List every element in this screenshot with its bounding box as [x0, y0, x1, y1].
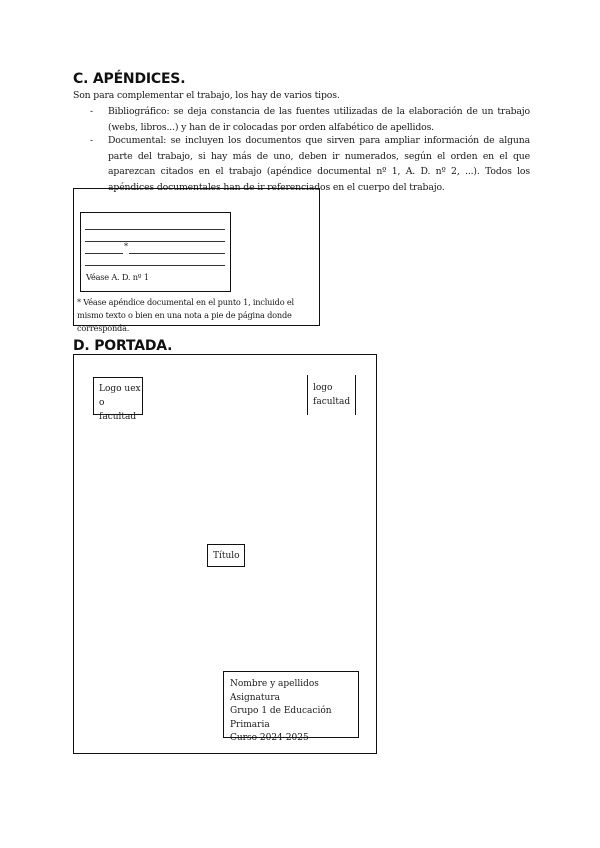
cover-page-frame — [73, 354, 377, 754]
logo-right-box — [307, 375, 356, 415]
section-c-intro: Son para complementar el trabajo, los hay de varios tipos. — [73, 90, 340, 101]
section-d-heading: D. PORTADA. — [73, 338, 173, 354]
text-line — [85, 253, 123, 254]
reference-asterisk: * — [124, 241, 128, 251]
text-line — [85, 229, 225, 230]
student-info-box — [223, 671, 359, 743]
section-c-heading: C. APÉNDICES. — [73, 71, 186, 87]
bullet-bibliografico — [90, 104, 530, 135]
inner-caption: Véase A. D. nº 1 — [86, 272, 149, 282]
bullet-marker: - — [90, 135, 93, 146]
bullet-documental — [90, 133, 530, 195]
logo-left-box — [93, 377, 143, 422]
bullet-marker: - — [90, 106, 93, 117]
info-line-subject: Asignatura — [230, 692, 281, 703]
text-line — [85, 241, 225, 242]
appendix-inner-box — [80, 212, 231, 292]
text-line — [129, 253, 225, 254]
info-line-name: Nombre y apellidos — [230, 679, 319, 689]
title-box — [207, 544, 245, 567]
info-line-group: Grupo 1 de Educación Primaria — [230, 706, 332, 730]
appendix-footnote: * Véase apéndice documental en el punto 1, incluido el mismo texto o bien en una nota a pie de página donde corresponda. — [77, 297, 294, 333]
bullet-text: Bibliográfico: se deja constancia de las fuentes utilizadas de la elaboración de un trabajo (webs, libros...) y han de ir colocadas por orden alfabético de apellidos. — [108, 106, 530, 133]
text-line — [85, 265, 225, 266]
logo-right-label: logo facultad — [313, 383, 351, 407]
logo-left-label: Logo uex o facultad — [99, 384, 141, 422]
appendix-example-frame — [73, 188, 320, 333]
info-line-course: Curso 2024-2025 — [230, 733, 309, 743]
title-label: Título — [213, 551, 240, 561]
bullet-text: Documental: se incluyen los documentos que sirven para ampliar información de alguna parte del trabajo, si hay más de uno, deben ir numerados, según el orden en el que aparezcan citados en el trabajo (apéndice documental nº 1, A. D. nº 2, ...). Todos los apéndices documentales han de ir referenciados en el cuerpo del trabajo. — [108, 135, 530, 193]
